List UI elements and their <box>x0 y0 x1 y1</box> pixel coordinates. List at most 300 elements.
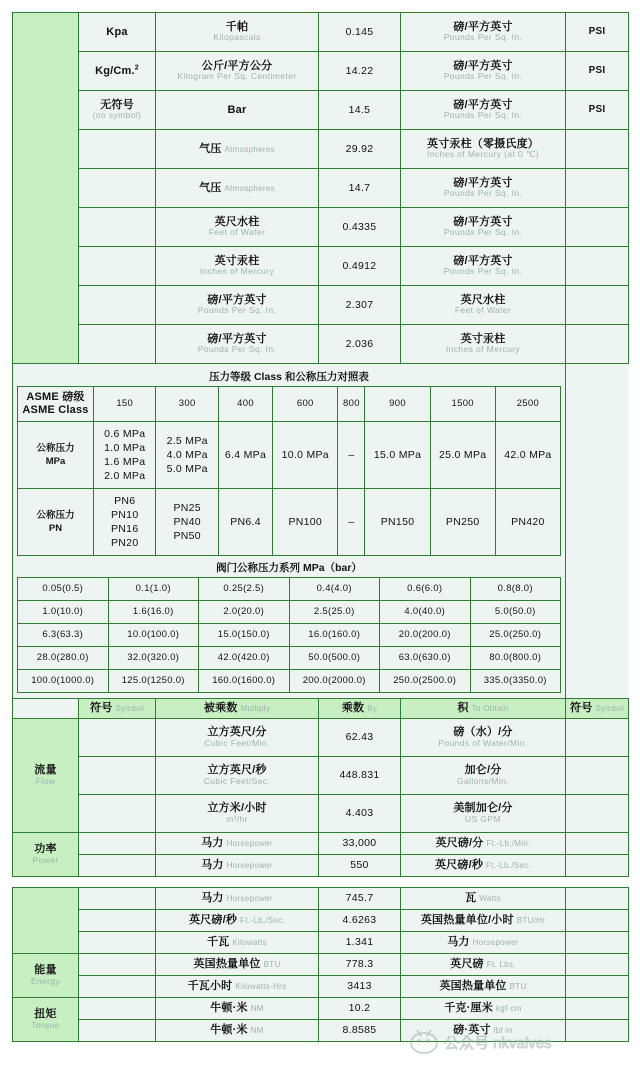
symbol2-cell <box>566 130 629 169</box>
series-value: 2.0(20.0) <box>199 601 290 624</box>
factor-value: 745.7 <box>345 892 374 905</box>
factor-value: 1.341 <box>345 936 374 949</box>
symbol-cell <box>79 910 156 932</box>
symbol-cell <box>79 208 156 247</box>
cell-label-en: NM <box>250 1004 264 1014</box>
cell-label-cn: 立方英尺/分 <box>207 726 267 739</box>
cell-label-cn: 磅/平方英寸 <box>453 254 513 267</box>
class-value: 300 <box>156 387 218 422</box>
cell-label-cn: 磅（水）/分 <box>453 726 513 739</box>
cell-label-cn: 英尺水柱 <box>214 215 260 228</box>
cell-label-cn: 美制加仑/分 <box>453 802 513 815</box>
cell-label-en: Inches of Mercury (at 0 ℃) <box>426 149 540 160</box>
symbol2-cell <box>566 855 629 877</box>
cell-label-cn: 磅/平方英寸 <box>453 20 513 33</box>
mpa-row-header: 公称压力 MPa <box>18 422 94 489</box>
cell-label-en: Horsepower <box>472 938 519 948</box>
series-value: 1.6(16.0) <box>108 601 199 624</box>
class-value: 1500 <box>430 387 495 422</box>
table-row <box>13 91 629 130</box>
multiply-cell <box>156 888 319 910</box>
series-value: 5.0(50.0) <box>470 601 561 624</box>
cell-label-cn: 磅/平方英寸 <box>207 293 267 306</box>
series-value: 1.0(10.0) <box>18 601 109 624</box>
series-value: 4.0(40.0) <box>380 601 471 624</box>
symbol2-cell <box>566 954 629 976</box>
factor-cell <box>319 855 401 877</box>
cell-label-cn: 英尺磅 Ft. Lbs. <box>450 958 516 971</box>
cell-label-cn: 英寸汞柱 <box>460 332 506 345</box>
multiply-cell <box>156 286 319 325</box>
table-row <box>13 325 629 364</box>
cell-label-cn: 英国热量单位 BTU <box>439 980 527 993</box>
cell-label-cn: 立方英尺/秒 <box>207 764 267 777</box>
multiply-cell <box>156 998 319 1020</box>
obtain-cell <box>401 208 566 247</box>
multiply-cell <box>156 91 319 130</box>
symbol2-cell <box>566 719 629 757</box>
section-label-en: Torque <box>31 1020 60 1031</box>
symbol-cell <box>79 719 156 757</box>
table-row <box>13 910 629 932</box>
asme-class-header: ASME 磅级ASME Class <box>18 387 94 422</box>
table-row <box>13 855 629 877</box>
factor-value: 0.4912 <box>342 259 377 272</box>
factor-cell <box>319 169 401 208</box>
series-value: 0.05(0.5) <box>18 578 109 601</box>
multiply-cell <box>156 757 319 795</box>
cell-label-cn: 英国热量单位 BTU <box>193 958 281 971</box>
factor-cell <box>319 325 401 364</box>
cell-label-en: Ft.-Lb./Sec. <box>240 916 285 926</box>
cell-label-en: Ft.-Lb./Min. <box>486 839 531 849</box>
cell-label-cn: 千瓦小时 Kilowatts-Hrs <box>187 980 287 993</box>
left-accent-column <box>13 13 79 364</box>
factor-value: 14.22 <box>345 64 374 77</box>
cell-label-cn: 英寸汞柱（零摄氏度） <box>427 137 539 150</box>
column-header <box>319 699 401 719</box>
symbol2-cell <box>566 91 629 130</box>
class-value: 150 <box>94 387 156 422</box>
cell-label-en: Pounds Per Sq. In. <box>443 227 523 238</box>
cell-label-cn: 千帕 <box>225 20 249 33</box>
column-header-en: Symbol <box>595 704 624 714</box>
factor-cell <box>319 247 401 286</box>
multiply-cell <box>156 932 319 954</box>
cell-label-en: Gallons/Min. <box>456 776 510 787</box>
multiply-cell <box>156 325 319 364</box>
factor-cell <box>319 286 401 325</box>
obtain-cell <box>401 976 566 998</box>
pn-value: PN420 <box>495 489 560 556</box>
obtain-cell <box>401 757 566 795</box>
table-row <box>13 52 629 91</box>
obtain-cell <box>401 52 566 91</box>
series-value: 25.0(250.0) <box>470 624 561 647</box>
cell-label-cn: 磅·英寸 lbf·in <box>453 1024 513 1037</box>
factor-cell <box>319 833 401 855</box>
obtain-cell <box>401 833 566 855</box>
cell-label-en: kgf·cm <box>495 1004 522 1014</box>
section-label-en: Flow <box>35 776 56 787</box>
cell-label-cn: Kg/Cm.$^2$ <box>95 64 139 77</box>
section-label-cn: 扭矩 <box>34 1008 57 1021</box>
cell-label-cn: Kpa <box>106 25 128 38</box>
cell-label-en: Kilogram Per Sq. Centimeter <box>177 71 297 82</box>
cell-label-en: Pounds Per Sq. In. <box>443 266 523 277</box>
table-row <box>18 489 561 556</box>
cell-label-cn: 马力 Horsepower <box>201 859 273 872</box>
factor-cell <box>319 932 401 954</box>
cell-label-en: Cubic Feet/Min. <box>204 738 270 749</box>
cell-label-en: Horsepower <box>226 894 273 904</box>
series-value: 32.0(320.0) <box>108 647 199 670</box>
factor-value: 14.7 <box>348 181 371 194</box>
series-value: 28.0(280.0) <box>18 647 109 670</box>
column-header-cn: 积 To Obtain <box>457 702 509 715</box>
class-value: 2500 <box>495 387 560 422</box>
table-row <box>13 286 629 325</box>
cell-label-en: Pounds Per Sq. In. <box>443 71 523 82</box>
header-blank <box>13 699 79 719</box>
cell-label-en: Pounds Per Sq. In. <box>443 110 523 121</box>
table-row <box>13 719 629 757</box>
multiply-cell <box>156 976 319 998</box>
section-label-energy <box>13 954 79 998</box>
cell-label-cn: 磅/平方英寸 <box>453 98 513 111</box>
table-row <box>13 169 629 208</box>
cell-label-en: m³/hr <box>226 814 248 825</box>
cell-label-en: Atmospheres <box>224 183 275 193</box>
factor-value: 33,000 <box>342 837 377 850</box>
series-value: 2.5(25.0) <box>289 601 380 624</box>
symbol-cell <box>79 932 156 954</box>
cell-label-en: Atmospheres <box>224 144 275 154</box>
cell-label-cn: 磅/平方英寸 <box>453 176 513 189</box>
symbol-cell <box>79 325 156 364</box>
factor-cell <box>319 208 401 247</box>
table-row <box>13 13 629 52</box>
cell-label-cn: 英国热量单位/小时 BTU/Hr <box>420 914 546 927</box>
table-row <box>13 932 629 954</box>
series-value: 160.0(1600.0) <box>199 670 290 693</box>
cell-label-en: Inches of Mercury <box>445 344 521 355</box>
symbol2-cell <box>566 976 629 998</box>
factor-value: 0.145 <box>345 25 374 38</box>
cell-label-en: BTU/Hr <box>516 916 546 926</box>
symbol-cell <box>79 795 156 833</box>
multiply-cell <box>156 1020 319 1042</box>
symbol2-cell <box>566 286 629 325</box>
factor-cell <box>319 998 401 1020</box>
cell-label-cn: 英尺水柱 <box>460 293 506 306</box>
cell-label-cn: 公斤/平方公分 <box>201 59 273 72</box>
symbol-cell <box>79 1020 156 1042</box>
symbol2-cell <box>566 169 629 208</box>
column-header-row <box>13 699 629 719</box>
pn-value: PN6.4 <box>218 489 272 556</box>
multiply-cell <box>156 833 319 855</box>
cell-label-en: Inches of Mercury <box>199 266 275 277</box>
obtain-cell <box>401 795 566 833</box>
symbol-cell <box>79 833 156 855</box>
mpa-value: – <box>338 422 365 489</box>
multiply-cell <box>156 247 319 286</box>
factor-cell <box>319 13 401 52</box>
series-value: 50.0(500.0) <box>289 647 380 670</box>
cell-label-cn: 英寸汞柱 <box>214 254 260 267</box>
cell-label-en: Feet of Water <box>454 305 512 316</box>
table-row <box>18 601 561 624</box>
factor-value: 4.403 <box>345 807 374 820</box>
obtain-cell <box>401 910 566 932</box>
symbol-cell <box>79 888 156 910</box>
series-value: 250.0(2500.0) <box>380 670 471 693</box>
multiply-cell <box>156 954 319 976</box>
multiply-cell <box>156 795 319 833</box>
table-separator <box>0 877 640 887</box>
mpa-value: 0.6 MPa 1.0 MPa 1.6 MPa 2.0 MPa <box>94 422 156 489</box>
column-header <box>566 699 629 719</box>
cell-label-cn: 磅/平方英寸 <box>453 215 513 228</box>
table-row <box>13 130 629 169</box>
factor-cell <box>319 954 401 976</box>
cell-label-en: Cubic Feet/Sec. <box>203 776 271 787</box>
factor-value: 2.036 <box>345 337 374 350</box>
factor-cell <box>319 757 401 795</box>
series-value: 63.0(630.0) <box>380 647 471 670</box>
cell-label-cn: 英尺磅/秒 Ft.-Lb./Sec. <box>188 914 285 927</box>
series-value: 6.3(63.3) <box>18 624 109 647</box>
section-label-en: Power <box>32 855 59 866</box>
column-header-en: To Obtain <box>471 704 509 714</box>
factor-cell <box>319 976 401 998</box>
table-row <box>13 998 629 1020</box>
symbol2-cell <box>566 757 629 795</box>
class-value: 900 <box>365 387 430 422</box>
table-row <box>13 833 629 855</box>
class-table-row <box>13 364 629 699</box>
cell-label-cn: 气压 Atmospheres <box>199 142 275 155</box>
symbol2-cell <box>566 888 629 910</box>
symbol2-cell <box>566 795 629 833</box>
obtain-cell <box>401 91 566 130</box>
mpa-value: 42.0 MPa <box>495 422 560 489</box>
main-conversion-table <box>12 12 629 877</box>
series-value: 0.8(8.0) <box>470 578 561 601</box>
cell-label-cn: 马力 Horsepower <box>201 892 273 905</box>
mpa-value: 15.0 MPa <box>365 422 430 489</box>
cell-label-en: BTU <box>263 960 281 970</box>
factor-cell <box>319 910 401 932</box>
table-row <box>13 795 629 833</box>
factor-value: 448.831 <box>339 769 380 782</box>
cell-label-cn: 立方米/小时 <box>207 802 267 815</box>
cell-label-en: Kilowatts <box>232 938 268 948</box>
multiply-cell <box>156 208 319 247</box>
section-label-power-cont <box>13 888 79 954</box>
obtain-cell <box>401 998 566 1020</box>
cell-label-cn: 加仑/分 <box>464 764 502 777</box>
symbol-cell <box>79 247 156 286</box>
factor-value: 550 <box>350 859 369 872</box>
cell-label-cn: 气压 Atmospheres <box>199 181 275 194</box>
cell-label-en: NM <box>250 1026 264 1036</box>
table-row <box>18 422 561 489</box>
symbol-cell <box>79 91 156 130</box>
column-header-cn: 被乘数 Multiply <box>203 702 271 715</box>
factor-value: 778.3 <box>345 958 374 971</box>
symbol2-cell <box>566 325 629 364</box>
valve-pressure-series-table <box>17 577 561 693</box>
cell-label-en: Horsepower <box>226 839 273 849</box>
symbol2-cell <box>566 208 629 247</box>
cell-label-en: (no symbol) <box>92 110 142 121</box>
cell-label-en: Horsepower <box>226 861 273 871</box>
class-table-host <box>13 364 566 699</box>
series-value: 80.0(800.0) <box>470 647 561 670</box>
unit-symbol: PSI <box>588 26 606 38</box>
cell-label-cn: 马力 Horsepower <box>447 936 519 949</box>
symbol-cell <box>79 52 156 91</box>
series-value: 16.0(160.0) <box>289 624 380 647</box>
multiply-cell <box>156 130 319 169</box>
section-label-en: Energy <box>30 976 61 987</box>
cell-label-en: Pounds Per Sq. In. <box>197 305 277 316</box>
series-value: 335.0(3350.0) <box>470 670 561 693</box>
section-label-cn: 能量 <box>34 964 57 977</box>
multiply-cell <box>156 169 319 208</box>
column-header-cn: 符号 Symbol <box>90 702 144 715</box>
symbol-cell <box>79 130 156 169</box>
symbol-cell <box>79 169 156 208</box>
pn-value: PN250 <box>430 489 495 556</box>
series-value: 20.0(200.0) <box>380 624 471 647</box>
obtain-cell <box>401 1020 566 1042</box>
multiply-cell <box>156 855 319 877</box>
mpa-value: 2.5 MPa 4.0 MPa 5.0 MPa <box>156 422 218 489</box>
section-label-power <box>13 833 79 877</box>
factor-cell <box>319 719 401 757</box>
series-value: 10.0(100.0) <box>108 624 199 647</box>
factor-cell <box>319 888 401 910</box>
cell-label-cn: Bar <box>227 103 247 116</box>
series-value: 42.0(420.0) <box>199 647 290 670</box>
symbol2-cell <box>566 998 629 1020</box>
column-header <box>79 699 156 719</box>
factor-value: 8.8585 <box>342 1024 377 1037</box>
symbol-cell <box>79 855 156 877</box>
column-header <box>156 699 319 719</box>
column-header-en: Multiply <box>240 704 271 714</box>
cell-label-en: BTU <box>509 982 527 992</box>
column-header-cn: 符号 Symbol <box>570 702 624 715</box>
pn-value: PN6 PN10 PN16 PN20 <box>94 489 156 556</box>
symbol-cell <box>79 757 156 795</box>
series-value: 100.0(1000.0) <box>18 670 109 693</box>
energy-torque-table <box>12 887 629 1042</box>
factor-value: 0.4335 <box>342 220 377 233</box>
symbol-cell <box>79 13 156 52</box>
factor-cell <box>319 795 401 833</box>
cell-label-cn: 牛顿·米 NM <box>210 1024 264 1037</box>
cell-label-cn: 英尺磅/秒 Ft.-Lb./Sec. <box>434 859 531 872</box>
series-value: 0.4(4.0) <box>289 578 380 601</box>
factor-value: 14.5 <box>348 103 371 116</box>
pn-row-header: 公称压力 PN <box>18 489 94 556</box>
column-header-cn: 乘数 By <box>341 702 378 715</box>
mpa-value: 25.0 MPa <box>430 422 495 489</box>
symbol2-cell <box>566 1020 629 1042</box>
factor-cell <box>319 52 401 91</box>
conversion-tables-page <box>0 12 640 1086</box>
obtain-cell <box>401 169 566 208</box>
column-header <box>401 699 566 719</box>
obtain-cell <box>401 13 566 52</box>
section-label-torque <box>13 998 79 1042</box>
pn-value: – <box>338 489 365 556</box>
table-row <box>13 757 629 795</box>
obtain-cell <box>401 932 566 954</box>
class-value: 600 <box>273 387 338 422</box>
table-row <box>18 670 561 693</box>
cell-label-en: Ft. Lbs. <box>486 960 516 970</box>
symbol2-cell <box>566 932 629 954</box>
cell-label-en: Pounds Per Sq. In. <box>197 344 277 355</box>
class-value: 400 <box>218 387 272 422</box>
unit-symbol: PSI <box>588 104 606 116</box>
column-header-en: By <box>367 704 378 714</box>
class-table-title: 压力等级 Class 和公称压力对照表 <box>17 367 561 386</box>
cell-label-en: Pounds Per Sq. In. <box>443 188 523 199</box>
table-row <box>18 578 561 601</box>
cell-label-en: Ft.-Lb./Sec. <box>486 861 531 871</box>
symbol2-cell <box>566 910 629 932</box>
section-label-cn: 流量 <box>34 764 57 777</box>
cell-label-cn: 千瓦 Kilowatts <box>206 936 268 949</box>
symbol-cell <box>79 998 156 1020</box>
cell-label-en: Kilowatts-Hrs <box>235 982 287 992</box>
series-value: 15.0(150.0) <box>199 624 290 647</box>
symbol-cell <box>79 976 156 998</box>
obtain-cell <box>401 325 566 364</box>
pn-value: PN150 <box>365 489 430 556</box>
pn-value: PN100 <box>273 489 338 556</box>
multiply-cell <box>156 910 319 932</box>
table-row <box>13 208 629 247</box>
section-label-cn: 功率 <box>34 843 57 856</box>
table-row <box>18 624 561 647</box>
cell-label-cn: 磅/平方英寸 <box>453 59 513 72</box>
svg-text:公众号 nkvalves: 公众号 nkvalves <box>444 1035 552 1052</box>
factor-value: 2.307 <box>345 298 374 311</box>
cell-label-en: Kilopascals <box>213 32 261 43</box>
table-row <box>13 247 629 286</box>
factor-cell <box>319 1020 401 1042</box>
class-value: 800 <box>338 387 365 422</box>
cell-label-cn: 英尺磅/分 Ft.-Lb./Min. <box>435 837 531 850</box>
table-row <box>13 976 629 998</box>
mpa-value: 6.4 MPa <box>218 422 272 489</box>
obtain-cell <box>401 954 566 976</box>
symbol2-cell <box>566 52 629 91</box>
cell-label-cn: 无符号 <box>100 98 134 111</box>
obtain-cell <box>401 719 566 757</box>
section-label-flow <box>13 719 79 833</box>
class-pressure-table <box>17 386 561 556</box>
cell-label-en: Pounds Per Sq. In. <box>443 32 523 43</box>
factor-value: 29.92 <box>345 142 374 155</box>
